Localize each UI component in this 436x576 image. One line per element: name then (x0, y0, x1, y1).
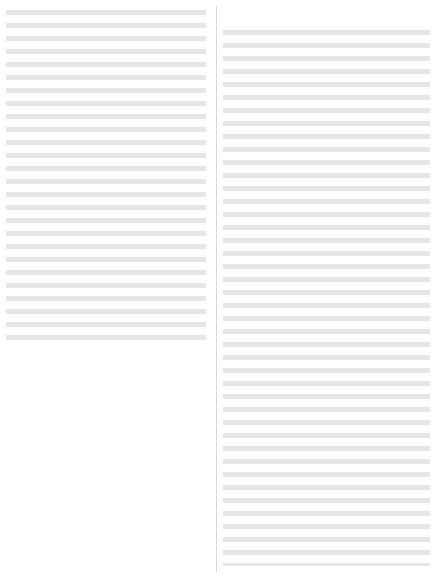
notice-signature-block (6, 348, 206, 387)
notice-left-header (6, 6, 206, 32)
notice-right-column (216, 6, 430, 572)
notice-title (223, 6, 430, 24)
notice-body-right (223, 26, 430, 566)
signature-office (6, 374, 206, 387)
notice-body-left (6, 32, 206, 342)
signature-name (6, 361, 206, 374)
signature-date (6, 348, 206, 361)
notice-left-column (6, 6, 206, 572)
